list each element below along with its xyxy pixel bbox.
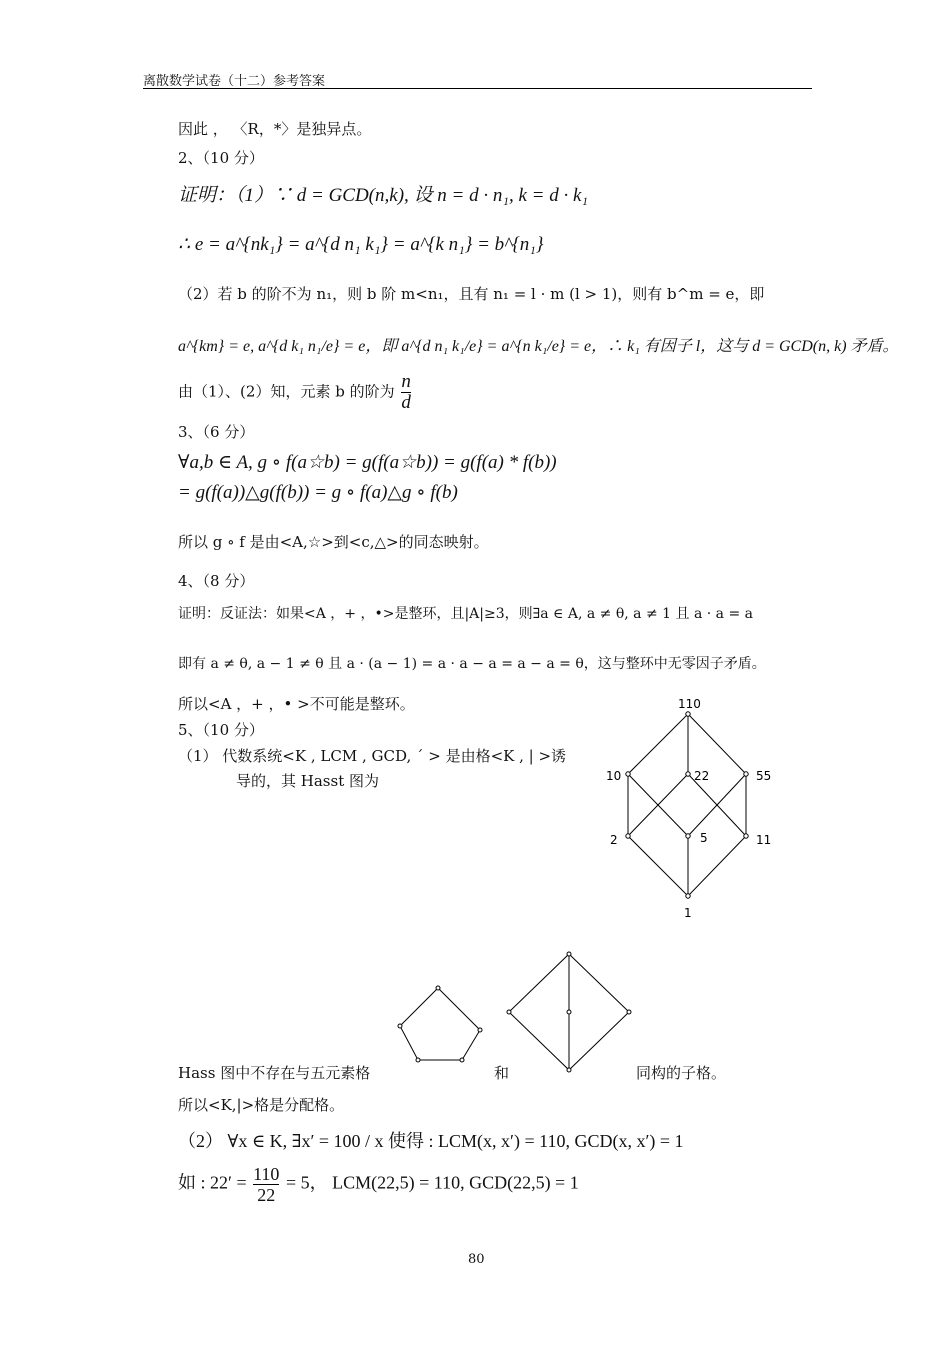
text-line-5: （2）若 b 的阶不为 n₁，则 b 阶 m<n₁，且有 n₁ = l · m (l > 1)，则有 b^m = e，即 bbox=[178, 285, 765, 303]
hasse-diagram bbox=[590, 690, 790, 930]
fraction-denominator: d bbox=[401, 392, 411, 413]
pentagon-lattice-diagram bbox=[390, 978, 490, 1068]
math-line-4: ∴ e = a^{nk₁} = a^{d n₁ k₁} = a^{k n₁} = b^{n₁} bbox=[178, 234, 544, 255]
text-line-20: 所以<K,|>格是分配格。 bbox=[178, 1096, 345, 1114]
text-line-19b: 和 bbox=[494, 1064, 510, 1082]
hasse-label-10: 10 bbox=[606, 769, 622, 783]
hasse-label-22: 22 bbox=[694, 769, 710, 783]
hasse-node-11 bbox=[744, 834, 748, 838]
text-line-14: 即有 a ≠ θ, a − 1 ≠ θ 且 a · (a − 1) = a · a − a = a − a = θ，这与整环中无零因子矛盾。 bbox=[178, 656, 766, 672]
hasse-label-2: 2 bbox=[610, 833, 618, 847]
text-line-18: 导的，其 Hasst 图为 bbox=[236, 772, 379, 790]
math-line-6: a^{km} = e, a^{d k₁ n₁/e} = e，即 a^{d n₁ k₁/e} = a^{n k₁/e} = e，∴ k₁ 有因子 l，这与 d = GCD(n, k) 矛盾。 bbox=[178, 338, 899, 355]
hasse-node-55 bbox=[744, 772, 748, 776]
example-numerator: 110 bbox=[253, 1164, 280, 1184]
math-line-21: （2） ∀x ∈ K, ∃x′ = 100 / x 使得 : LCM(x, x′) = 110, GCD(x, x′) = 1 bbox=[178, 1131, 684, 1151]
hasse-label-1: 1 bbox=[684, 906, 692, 920]
text-line-12: 4、（8 分） bbox=[178, 572, 255, 590]
hasse-node-22 bbox=[686, 772, 690, 776]
page-number: 80 bbox=[468, 1252, 485, 1267]
order-fraction bbox=[401, 372, 411, 413]
hasse-label-11: 11 bbox=[756, 833, 772, 847]
example-rhs: = 5， LCM(22,5) = 110, GCD(22,5) = 1 bbox=[285, 1172, 579, 1193]
text-line-8: 3、（6 分） bbox=[178, 423, 255, 441]
hasse-label-55: 55 bbox=[756, 769, 772, 783]
text-line-16: 5、（10 分） bbox=[178, 721, 264, 739]
hasse-node-110 bbox=[686, 712, 690, 716]
page-header: 离散数学试卷（十二）参考答案 bbox=[143, 74, 326, 89]
math-line-3: 证明：（1）∵ d = GCD(n,k), 设 n = d · n₁, k = d · k₁ bbox=[178, 185, 588, 206]
hasse-label-5: 5 bbox=[700, 831, 708, 845]
fraction-numerator: n bbox=[401, 371, 411, 392]
hasse-node-10 bbox=[626, 772, 630, 776]
text-line-1: 因此 ， 〈R，*〉是独异点。 bbox=[178, 120, 372, 138]
text-line-17: （1） 代数系统<K , LCM , GCD, ´ > 是由格<K , | >诱 bbox=[178, 747, 567, 765]
text-line-19c: 同构的子格。 bbox=[636, 1064, 727, 1082]
text-line-11: 所以 g ∘ f 是由<A,☆>到<c,△>的同态映射。 bbox=[178, 533, 489, 551]
hasse-node-1 bbox=[686, 894, 690, 898]
text-line-2: 2、（10 分） bbox=[178, 149, 264, 167]
hasse-node-5 bbox=[686, 834, 690, 838]
text-line-19a: Hass 图中不存在与五元素格 bbox=[178, 1064, 371, 1082]
header-rule bbox=[143, 88, 812, 89]
text-line-13: 证明：反证法：如果<A ，+ ，•>是整环，且|A|≥3，则∃a ∈ A, a ≠ θ, a ≠ 1 且 a · a = a bbox=[178, 606, 753, 622]
text-line-7 bbox=[178, 372, 413, 413]
text-line-15: 所以<A ，+ ，• >不可能是整环。 bbox=[178, 695, 415, 713]
math-line-22 bbox=[178, 1164, 579, 1205]
math-line-9: ∀a,b ∈ A, g ∘ f(a☆b) = g(f(a☆b)) = g(f(a) * f(b)) bbox=[178, 452, 557, 473]
hasse-edges bbox=[628, 714, 746, 896]
math-line-10: = g(f(a))△g(f(b)) = g ∘ f(a)△g ∘ f(b) bbox=[178, 482, 458, 503]
hasse-node-2 bbox=[626, 834, 630, 838]
example-lhs: 如 : 22′ = bbox=[178, 1172, 247, 1193]
order-text: 由（1）、(2）知，元素 b 的阶为 bbox=[178, 382, 395, 401]
example-fraction bbox=[253, 1164, 279, 1205]
example-denominator: 22 bbox=[257, 1185, 276, 1205]
hasse-label-110: 110 bbox=[678, 697, 701, 711]
diamond-lattice-diagram bbox=[505, 948, 635, 1078]
